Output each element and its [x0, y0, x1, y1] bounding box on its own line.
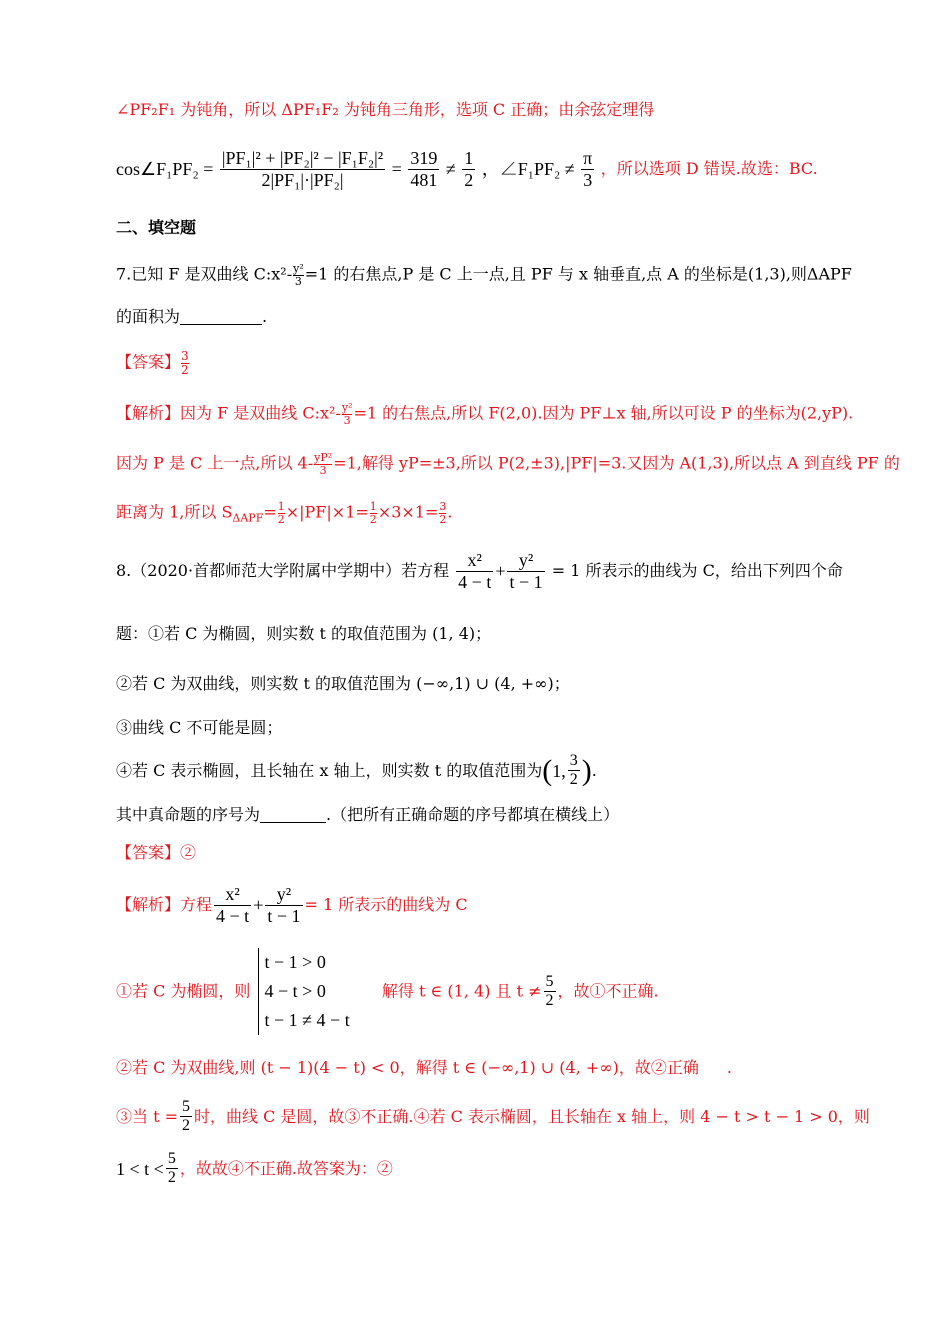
- q7-s3c: ×|PF|×1=: [285, 502, 369, 522]
- q8-analysis-line0: [116, 884, 468, 926]
- q7-period: .: [262, 307, 268, 326]
- q8-s0-4t: 4 − t: [216, 905, 250, 926]
- question-8-line6: [116, 806, 619, 823]
- question-7-line2: [116, 308, 267, 325]
- conclusion-text: ，所以选项 D 错误.故选：BC.: [600, 159, 818, 179]
- pi-numerator: π: [583, 148, 593, 168]
- q8-sys1: t − 1 > 0: [264, 952, 326, 972]
- q8-analysis-line4: [116, 1150, 393, 1188]
- q8-s3b: 时，曲线 C 是圆，故③不正确.④若 C 表示椭圆，且长轴在 x 轴上，则 4 − t > t − 1 > 0，则: [194, 1106, 870, 1126]
- value-fraction: [408, 148, 439, 190]
- q8-prop4-end: .: [591, 760, 597, 780]
- question-8-line3: [116, 676, 570, 692]
- q8-s2: ②若 C 为双曲线,则 (t − 1)(4 − t) < 0，解得 t ∈ (−∞,1) ∪ (4, +∞)，故②正确: [116, 1058, 699, 1077]
- q8-s3-frac: [180, 1098, 192, 1136]
- q7-s3-sub: ΔAPF: [232, 511, 264, 525]
- q8-analysis-line2: [116, 1060, 732, 1076]
- q7-s3-f2n: 1: [369, 500, 377, 513]
- q8-s4-den: 2: [167, 1169, 176, 1187]
- q8-system: [258, 948, 350, 1035]
- q8-s0-plus: +: [253, 895, 264, 916]
- q8-prop2: ②若 C 为双曲线，则实数 t 的取值范围为 (−∞,1) ∪ (4, +∞)；: [116, 674, 570, 693]
- cos-label: cos∠F₁PF₂ =: [116, 159, 214, 180]
- question-7-line1: [116, 263, 852, 287]
- q8-y2: y²: [507, 550, 544, 572]
- q7-y-den: 3: [294, 274, 302, 288]
- q8-answer-line: [116, 845, 196, 861]
- q8-t1: t − 1: [509, 571, 543, 592]
- q8-s2-end: .: [726, 1058, 732, 1077]
- q8-s1-frac: [544, 973, 556, 1011]
- q7-answer-fraction: [181, 350, 189, 376]
- analysis-label: 【解析】: [116, 403, 181, 423]
- q8-analysis-line1: [116, 948, 659, 1035]
- q7-y-num: y²: [293, 262, 304, 275]
- q8-int-den: 2: [569, 771, 578, 789]
- question-8-line1: [116, 550, 843, 592]
- question-8-line2: [116, 626, 491, 642]
- q8-prop1: 题：①若 C 为椭圆，则实数 t 的取值范围为 (1, 4)；: [116, 624, 492, 643]
- q8-answer-label: 【答案】: [116, 843, 181, 862]
- question-8-line5: ④若 C 表示椭圆，且长轴在 x 轴上，则实数 t 的取值范围为(1, $\frac{3}{2}$ ).: [116, 752, 597, 789]
- q8-analysis-label: 【解析】: [116, 895, 181, 915]
- section-title: 二、填空题: [116, 218, 197, 237]
- q8-s0a: 方程: [180, 895, 213, 915]
- q7-s1-den: 3: [343, 413, 351, 427]
- value-denominator: 481: [410, 169, 438, 190]
- q7-s2b: =1,解得 yP=±3,所以 P(2,±3),|PF|=3.又因为 A(1,3),所以点 A 到直线 PF 的: [333, 453, 900, 473]
- q8-s3-den: 2: [182, 1117, 191, 1135]
- q8-s0-frac-x: [214, 884, 251, 926]
- q8-frac-x: [456, 550, 493, 592]
- q8-analysis-line3: [116, 1098, 870, 1136]
- cos-denominator: 2|PF₁|·|PF₂|: [261, 169, 344, 190]
- q7-s2-num: yP²: [314, 451, 333, 464]
- q8-answer-value: ②: [180, 843, 197, 862]
- q7-answer-blank: [180, 308, 262, 325]
- q7-s3b: =: [263, 502, 277, 522]
- q7-s1-fraction: [342, 402, 353, 426]
- q7-s3-f3n: 3: [439, 500, 447, 513]
- q8-s4a: 1 < t <: [116, 1158, 164, 1179]
- q8-plus: +: [495, 561, 506, 582]
- q7-answer-line: [116, 350, 190, 376]
- q7-s3a: 距离为 1,所以 S: [116, 502, 233, 522]
- question-8-line4: [116, 720, 282, 736]
- q7-s3-frac1: [278, 501, 285, 525]
- q7-s3-frac2: [370, 501, 377, 525]
- q8-answer-blank: [260, 806, 326, 823]
- q7-s1-num: y²: [341, 401, 353, 414]
- q7-s2-fraction: [314, 452, 332, 476]
- cosine-formula-line: cos∠F₁PF₂ = $\frac{\text{|PF₁|² + |PF₂|² − |F₁F₂|²}}{\text{2|PF₁|·|PF₂|}}$ = $\frac{319}{481}$ ≠ $\frac{1}{2}$ ，∠F₁PF₂ ≠ $\frac{\pi}{3}$ ，所以选项 D 错误.故选：BC.: [116, 148, 818, 190]
- q7-s3-f2d: 2: [369, 512, 377, 526]
- q7-s3-f1n-one: 1: [277, 500, 285, 513]
- q8-sys2: 4 − t > 0: [264, 981, 326, 1001]
- q7-analysis-line2: [116, 452, 900, 476]
- q8-s4-num: 5: [166, 1150, 178, 1169]
- q8-frac-y: [507, 550, 544, 592]
- q8-int-num: 3: [568, 752, 580, 771]
- q7-s1a: 因为 F 是双曲线 C:x²-: [180, 403, 341, 423]
- q8-s4-frac: [166, 1150, 178, 1188]
- half-fraction: [462, 148, 475, 190]
- q7-s1b: =1 的右焦点,所以 F(2,0).因为 PF⊥x 轴,所以可设 P 的坐标为(2,yP).: [353, 403, 854, 423]
- q7-text-b: =1 的右焦点,P 是 C 上一点,且 PF 与 x 轴垂直,点 A 的坐标是(1,3),则ΔAPF: [304, 264, 852, 284]
- q8-s0-frac-y: [265, 884, 302, 926]
- cos-fraction: [220, 148, 385, 190]
- half-denominator: 2: [464, 169, 474, 190]
- q7-text-c: 的面积为: [116, 307, 181, 326]
- q7-y-fraction: [293, 263, 304, 287]
- q7-s3-f3d: 2: [439, 512, 447, 526]
- q7-s2a: 因为 P 是 C 上一点,所以 4-: [116, 453, 314, 473]
- q8-s1-num: 5: [544, 973, 556, 992]
- value-numerator: 319: [410, 148, 438, 168]
- q8-s1b: 解得 t ∈ (1, 4) 且 t ≠: [381, 981, 542, 1001]
- cos-numerator: |PF₁|² + |PF₂|² − |F₁F₂|²: [221, 148, 384, 168]
- q8-interval-start: 1,: [552, 760, 566, 781]
- q8-prop3: ③曲线 C 不可能是圆；: [116, 718, 283, 737]
- q8-s1-den: 2: [545, 992, 554, 1009]
- q8-s4b: ，故故④不正确.故答案为：②: [179, 1158, 393, 1178]
- half-numerator: 1: [464, 148, 474, 168]
- q8-ask: 其中真命题的序号为: [116, 805, 261, 824]
- q8-s0-t1: t − 1: [267, 905, 301, 926]
- q7-ans-num: 3: [181, 349, 189, 363]
- q7-analysis-line1: [116, 402, 853, 426]
- q7-s3e: .: [447, 502, 453, 522]
- q7-s3-frac3: [439, 501, 446, 525]
- pi-fraction: [581, 148, 594, 190]
- not-equal-sign: ≠: [445, 159, 456, 180]
- q7-s2-den: 3: [319, 463, 327, 477]
- q7-text-a: 7.已知 F 是双曲线 C:x²-: [116, 264, 293, 284]
- q8-ask-end: .（把所有正确命题的序号都填在横线上）: [326, 805, 620, 824]
- q8-s0-y2: y²: [265, 884, 302, 906]
- q8-s3a: ③当 t =: [116, 1106, 179, 1126]
- q8-s1c: ，故①不正确.: [557, 981, 659, 1001]
- q8-x2: x²: [456, 550, 493, 572]
- q7-s3d: ×3×1=: [377, 502, 439, 522]
- q8-prop4: ④若 C 表示椭圆，且长轴在 x 轴上，则实数 t 的取值范围为: [116, 760, 543, 780]
- pi-denominator: 3: [583, 169, 593, 190]
- answer-label: 【答案】: [116, 352, 181, 372]
- solution-line-obtuse: [116, 102, 654, 118]
- q8-text-b: = 1 所表示的曲线为 C，给出下列四个命: [551, 561, 843, 581]
- q8-sys3: t − 1 ≠ 4 − t: [264, 1010, 350, 1030]
- q7-ans-den: 2: [181, 362, 189, 377]
- text-obtuse-angle: ∠PF₂F₁ 为钝角，所以 ΔPF₁F₂ 为钝角三角形，选项 C 正确；由余弦定理得: [116, 100, 655, 119]
- section-heading: [116, 220, 196, 236]
- angle-text: ，∠F₁PF₂ ≠: [481, 159, 575, 180]
- q8-4t: 4 − t: [458, 571, 492, 592]
- q8-interval-frac: [568, 752, 580, 790]
- q7-analysis-line3: [116, 501, 452, 525]
- q8-s0-x2: x²: [214, 884, 251, 906]
- q8-text-a: 8.（2020·首都师范大学附属中学期中）若方程: [116, 561, 450, 581]
- q8-s1a: ①若 C 为椭圆，则: [116, 981, 251, 1001]
- q8-s0b: = 1 所表示的曲线为 C: [304, 895, 468, 915]
- q7-s3-f1d: 2: [277, 512, 285, 526]
- q8-s3-num: 5: [180, 1098, 192, 1117]
